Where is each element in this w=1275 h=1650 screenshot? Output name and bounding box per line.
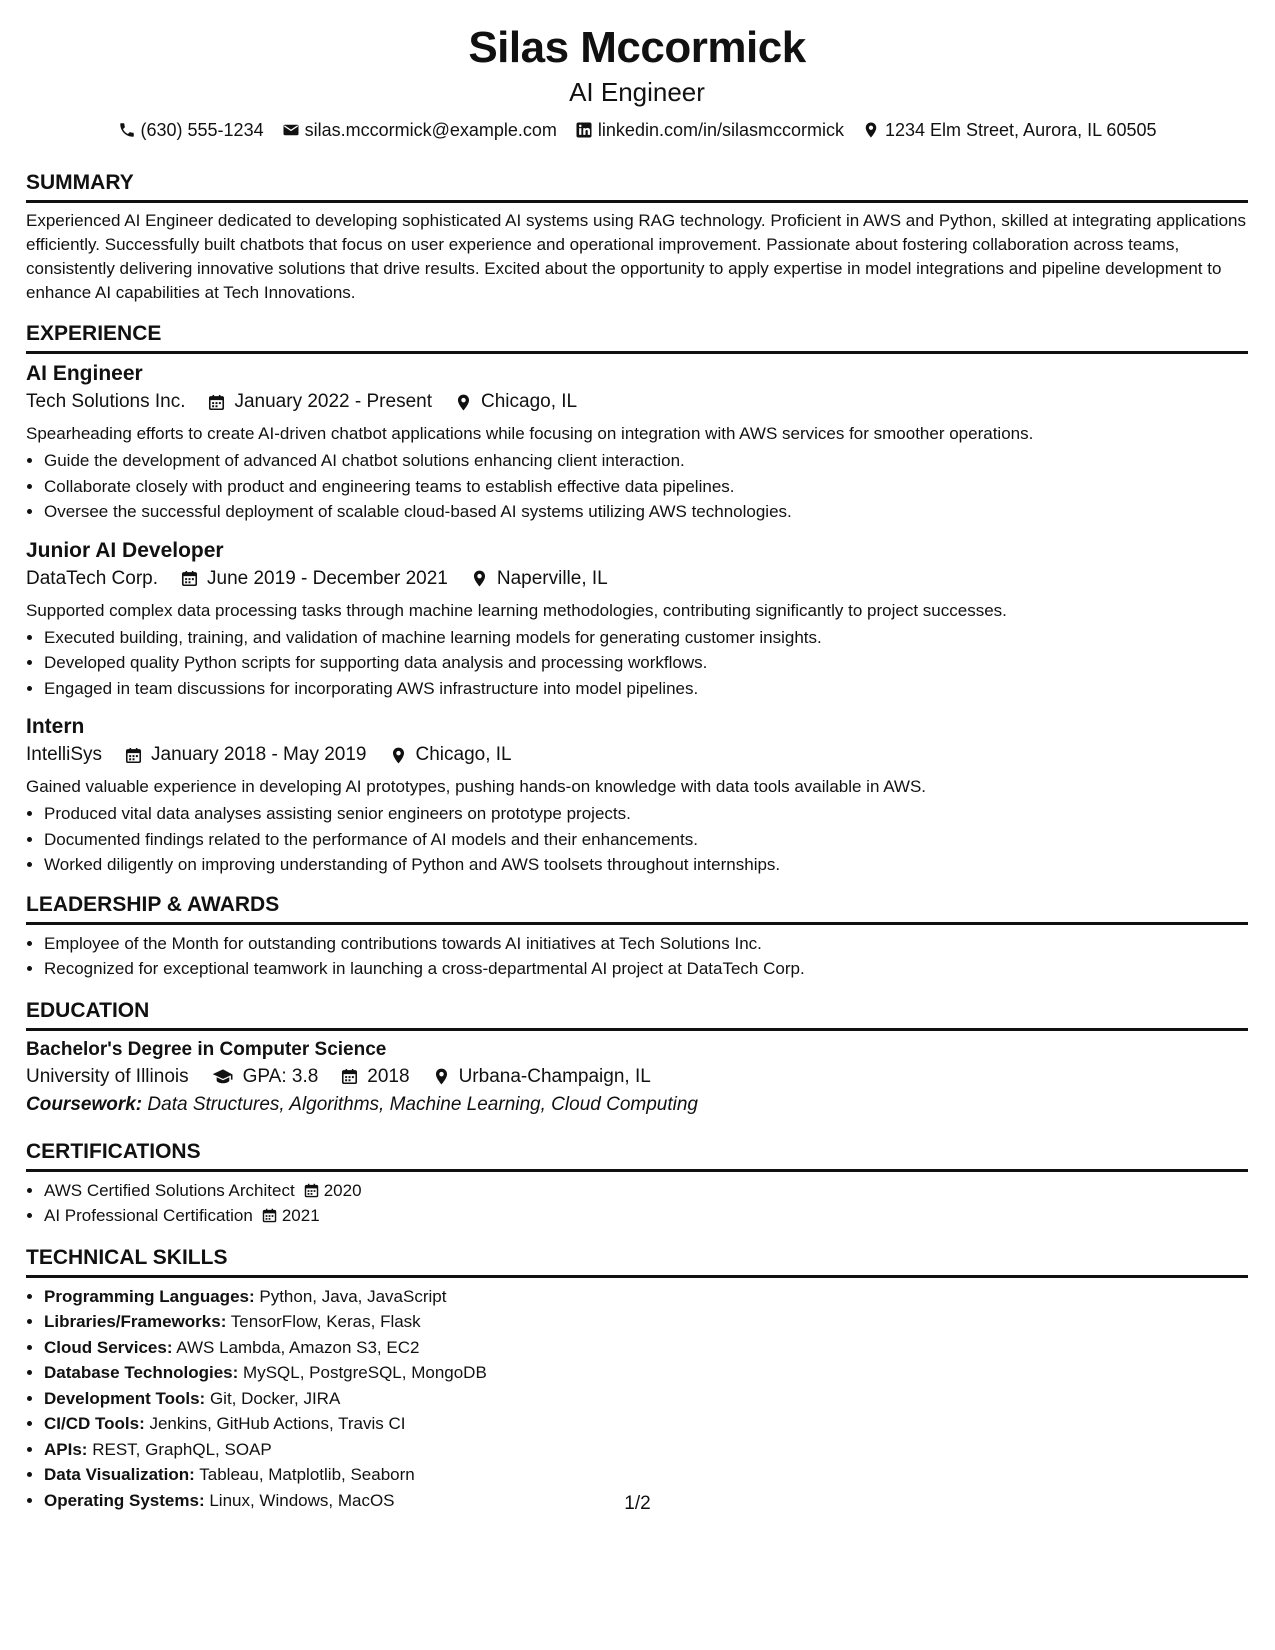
- job-meta: [26, 741, 1248, 769]
- cert-name: • AWS Certified Solutions Architect: [44, 1180, 295, 1200]
- job-meta: [26, 388, 1248, 416]
- skill-label: Development Tools:: [44, 1388, 206, 1408]
- list-item: • Developed quality Python scripts for supporting data analysis and processing workflows.: [44, 650, 1248, 676]
- candidate-role: AI Engineer: [569, 77, 705, 107]
- education-meta: [26, 1063, 1248, 1091]
- list-item: • Collaborate closely with product and engineering teams to establish effective data pipelines.: [44, 474, 1248, 500]
- list-item: [44, 1284, 1248, 1310]
- job-company: DataTech Corp.: [26, 567, 159, 589]
- list-item: • Employee of the Month for outstanding contributions towards AI initiatives at Tech Solutions Inc.: [44, 931, 1248, 957]
- skill-label: APIs:: [44, 1439, 88, 1459]
- list-item: • Guide the development of advanced AI chatbot solutions enhancing client interaction.: [44, 448, 1248, 474]
- section-title-skills: TECHNICAL SKILLS: [26, 1245, 1248, 1278]
- contact-address: [862, 118, 1157, 142]
- map-marker-icon: [389, 746, 408, 765]
- section-title-education: EDUCATION: [26, 998, 1248, 1031]
- certifications-section: [26, 1139, 1248, 1229]
- calendar-icon: [261, 1207, 278, 1224]
- skill-value: Git, Docker, JIRA: [209, 1388, 341, 1408]
- list-item: [44, 1411, 1248, 1437]
- experience-section: [26, 321, 1248, 878]
- list-item: • Documented findings related to the performance of AI models and their enhancements.: [44, 827, 1248, 853]
- graduation-year: 2018: [367, 1065, 410, 1087]
- contact-linkedin[interactable]: [575, 118, 844, 142]
- list-item: [44, 1462, 1248, 1488]
- job-meta: [26, 565, 1248, 593]
- certifications-list: [26, 1178, 1248, 1229]
- contact-address-text: 1234 Elm Street, Aurora, IL 60505: [884, 120, 1157, 140]
- list-item: • Executed building, training, and validation of machine learning models for generating customer insights.: [44, 625, 1248, 651]
- skill-value: AWS Lambda, Amazon S3, EC2: [176, 1337, 420, 1357]
- resume-header: [26, 22, 1248, 142]
- skill-value: REST, GraphQL, SOAP: [92, 1439, 272, 1459]
- list-item: • Worked diligently on improving understanding of Python and AWS toolsets throughout internships.: [44, 852, 1248, 878]
- job-location: Naperville, IL: [496, 567, 608, 589]
- list-item: • Engaged in team discussions for incorporating AWS infrastructure into model pipelines.: [44, 676, 1248, 702]
- skill-value: MySQL, PostgreSQL, MongoDB: [243, 1363, 487, 1382]
- job-company: IntelliSys: [26, 744, 103, 765]
- calendar-icon: [207, 393, 226, 412]
- skill-label: CI/CD Tools:: [44, 1414, 145, 1433]
- contact-email[interactable]: [282, 118, 557, 142]
- list-item: • Recognized for exceptional teamwork in launching a cross-departmental AI project at DataTech Corp.: [44, 956, 1248, 982]
- job-dates: January 2022 - Present: [234, 391, 432, 412]
- list-item: [44, 1386, 1248, 1412]
- calendar-icon: [340, 1067, 359, 1086]
- coursework-label: Coursework:: [26, 1093, 143, 1115]
- education-section: [26, 998, 1248, 1119]
- calendar-icon: [124, 746, 143, 765]
- contact-phone-text: (630) 555-1234: [140, 120, 264, 140]
- linkedin-icon: [575, 121, 593, 139]
- job-location: Chicago, IL: [415, 744, 512, 765]
- map-marker-icon: [470, 569, 489, 588]
- contact-bar: [26, 118, 1248, 142]
- candidate-name: Silas Mccormick: [468, 23, 806, 72]
- map-marker-icon: [432, 1067, 451, 1086]
- job-title: Junior AI Developer: [26, 538, 224, 562]
- job-bullets: [26, 625, 1248, 702]
- list-item: [44, 1437, 1248, 1463]
- contact-email-text: silas.mccormick@example.com: [304, 120, 557, 140]
- envelope-icon: [282, 121, 300, 139]
- list-item: • Oversee the successful deployment of scalable cloud-based AI systems utilizing AWS technologies.: [44, 499, 1248, 525]
- calendar-icon: [303, 1182, 320, 1199]
- job-location: Chicago, IL: [481, 391, 578, 412]
- skills-list: [26, 1284, 1248, 1514]
- coursework-list: Data Structures, Algorithms, Machine Learning, Cloud Computing: [147, 1093, 698, 1115]
- leadership-section: [26, 892, 1248, 982]
- graduation-cap-icon: [211, 1067, 235, 1086]
- job-title: Intern: [26, 715, 85, 738]
- summary-section: [26, 170, 1248, 305]
- skill-value: Jenkins, GitHub Actions, Travis CI: [149, 1414, 406, 1433]
- skill-label: Operating Systems:: [44, 1490, 205, 1510]
- experience-entry: [26, 713, 1248, 878]
- list-item: [44, 1203, 1248, 1229]
- page-number: 1/2: [624, 1493, 651, 1514]
- skill-value: Linux, Windows, MacOS: [209, 1490, 395, 1510]
- list-item: • Produced vital data analyses assisting senior engineers on prototype projects.: [44, 801, 1248, 827]
- cert-year: 2020: [323, 1180, 362, 1200]
- list-item: [44, 1335, 1248, 1361]
- gpa: GPA: 3.8: [242, 1065, 319, 1087]
- skill-label: Programming Languages:: [44, 1286, 255, 1306]
- job-dates: January 2018 - May 2019: [151, 744, 367, 765]
- job-company: Tech Solutions Inc.: [26, 391, 186, 412]
- job-description: Supported complex data processing tasks through machine learning methodologies, contributing significantly to project successes.: [26, 600, 1007, 620]
- cert-year: 2021: [281, 1206, 320, 1225]
- map-marker-icon: [862, 121, 880, 139]
- job-description: Spearheading efforts to create AI-driven chatbot applications while focusing on integration with AWS services for smoother operations.: [26, 424, 1034, 443]
- skill-value: Python, Java, JavaScript: [259, 1286, 447, 1306]
- section-title-experience: EXPERIENCE: [26, 321, 1248, 354]
- skill-label: Database Technologies:: [44, 1363, 239, 1382]
- degree-title: Bachelor's Degree in Computer Science: [26, 1038, 387, 1060]
- skills-section: [26, 1245, 1248, 1514]
- leadership-list: [26, 931, 1248, 982]
- section-title-certifications: CERTIFICATIONS: [26, 1139, 1248, 1172]
- section-title-leadership: LEADERSHIP & AWARDS: [26, 892, 1248, 925]
- skill-value: Tableau, Matplotlib, Seaborn: [199, 1465, 415, 1484]
- summary-text: Experienced AI Engineer dedicated to developing sophisticated AI systems using RAG technology. Proficient in AWS and Python, skilled at integrating applications efficiently. Successfully built chatbots that focus on user experience and operational improvement. Passionate about fostering collaboration across teams, consistently delivering innovative solutions that drive results. Excited about the opportunity to apply expertise in model integrations and pipeline development to enhance AI capabilities at Tech Innovations.: [26, 211, 1246, 302]
- job-bullets: [26, 448, 1248, 525]
- list-item: [44, 1309, 1248, 1335]
- experience-entry: [26, 360, 1248, 525]
- school-location: Urbana-Champaign, IL: [458, 1065, 651, 1087]
- job-title: AI Engineer: [26, 362, 143, 385]
- calendar-icon: [180, 569, 199, 588]
- list-item: [44, 1178, 1248, 1204]
- cert-name: • AI Professional Certification: [44, 1206, 253, 1225]
- skill-label: Data Visualization:: [44, 1465, 195, 1484]
- contact-phone[interactable]: [118, 118, 264, 142]
- phone-icon: [118, 121, 136, 139]
- skill-value: TensorFlow, Keras, Flask: [230, 1312, 421, 1331]
- section-title-summary: SUMMARY: [26, 170, 1248, 203]
- job-description: Gained valuable experience in developing AI prototypes, pushing hands-on knowledge with data tools available in AWS.: [26, 777, 927, 796]
- job-bullets: [26, 801, 1248, 878]
- list-item: [44, 1360, 1248, 1386]
- skill-label: Libraries/Frameworks:: [44, 1312, 227, 1331]
- resume-page: [26, 22, 1248, 1513]
- contact-linkedin-text: linkedin.com/in/silasmccormick: [597, 120, 844, 140]
- map-marker-icon: [454, 393, 473, 412]
- school-name: University of Illinois: [26, 1065, 189, 1087]
- experience-entry: [26, 537, 1248, 702]
- job-dates: June 2019 - December 2021: [207, 567, 448, 589]
- coursework: [26, 1091, 1248, 1119]
- skill-label: Cloud Services:: [44, 1337, 173, 1357]
